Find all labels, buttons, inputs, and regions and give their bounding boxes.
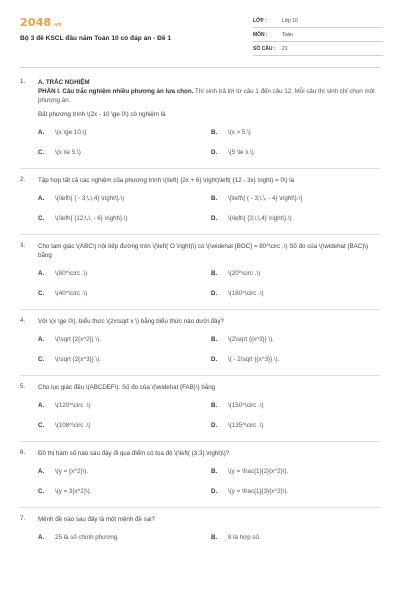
meta-row-class bbox=[253, 14, 383, 28]
question-3 bbox=[20, 242, 380, 304]
option-b[interactable] bbox=[211, 396, 381, 416]
option-text: \(y = {x^2}\). bbox=[55, 468, 88, 475]
option-key: C. bbox=[38, 422, 45, 429]
page-header bbox=[0, 0, 400, 66]
question-divider bbox=[20, 234, 380, 235]
meta-value: Toán bbox=[282, 31, 293, 38]
option-key: A. bbox=[38, 129, 45, 136]
question-divider bbox=[20, 309, 380, 310]
option-key: C. bbox=[38, 290, 45, 297]
meta-row-subject bbox=[253, 28, 383, 42]
option-key: B. bbox=[211, 195, 218, 202]
question-divider bbox=[20, 168, 380, 169]
site-logo[interactable] bbox=[20, 16, 62, 29]
meta-value: Lớp 10 bbox=[282, 17, 298, 24]
answer-options bbox=[38, 330, 380, 370]
question-text: Với \(x \ge 0\), biểu thức \(2x\sqrt x \) bằng biểu thức nào dưới đây? bbox=[38, 318, 224, 325]
option-text: \(40^\circ .\) bbox=[55, 290, 88, 297]
part-instructions bbox=[38, 87, 380, 105]
header-divider bbox=[20, 67, 380, 68]
option-b[interactable] bbox=[211, 330, 381, 350]
option-text: \(\left\{ {3;\,\,4} \right\}.\) bbox=[228, 215, 292, 222]
logo-suffix: .vn bbox=[52, 22, 62, 28]
question-text: Đồ thị hàm số nào sau đây đi qua điểm có tọa độ \(\left( {3;3} \right)\)? bbox=[38, 450, 230, 457]
question-text: Bất phương trình \(2x - 10 \ge 0\) có nghiệm là bbox=[38, 111, 166, 118]
question-text: Mệnh đề nào sau đây là một mệnh đề sai? bbox=[38, 516, 155, 523]
option-key: C. bbox=[38, 149, 45, 156]
question-number: 3. bbox=[20, 242, 26, 249]
option-text: \(\left\{ { - 3;\,\,4} \right\}.\) bbox=[55, 195, 125, 202]
option-key: B. bbox=[211, 402, 218, 409]
option-c[interactable] bbox=[38, 416, 211, 436]
option-text: 25 là số chính phương. bbox=[55, 534, 119, 541]
question-5 bbox=[20, 383, 380, 436]
option-a[interactable] bbox=[38, 123, 211, 143]
option-d[interactable] bbox=[211, 416, 381, 436]
question-number: 6. bbox=[20, 449, 26, 456]
option-text: \(\sqrt {2{x^2}} \). bbox=[55, 336, 101, 343]
option-key: B. bbox=[211, 468, 218, 475]
question-text: Cho lục giác đều \(ABCDEF\). Số đo của \(\widehat {FAB}\) bằng bbox=[38, 384, 216, 391]
option-d[interactable] bbox=[211, 209, 381, 229]
option-a[interactable] bbox=[38, 528, 211, 548]
option-text: 8 là hợp số. bbox=[228, 534, 261, 541]
section-title: A. TRẮC NGHIỆM bbox=[38, 79, 90, 86]
option-b[interactable] bbox=[211, 462, 381, 482]
option-key: C. bbox=[38, 215, 45, 222]
question-divider bbox=[20, 507, 380, 508]
option-key: A. bbox=[38, 534, 45, 541]
option-c[interactable] bbox=[38, 482, 211, 502]
option-text: \(108^\circ .\) bbox=[55, 422, 91, 429]
option-c[interactable] bbox=[38, 209, 211, 229]
option-text: \(120^\circ .\) bbox=[55, 402, 91, 409]
logo-text: 2048 bbox=[20, 16, 52, 29]
question-number: 2. bbox=[20, 176, 26, 183]
option-key: B. bbox=[211, 129, 218, 136]
meta-label: LỚP : bbox=[253, 17, 267, 24]
option-d[interactable] bbox=[211, 482, 381, 502]
option-a[interactable] bbox=[38, 189, 211, 209]
question-6 bbox=[20, 449, 380, 502]
option-key: B. bbox=[211, 270, 218, 277]
meta-value: 21 bbox=[282, 45, 288, 52]
answer-options bbox=[38, 462, 380, 502]
question-7 bbox=[20, 515, 380, 548]
option-key: D. bbox=[211, 422, 218, 429]
question-divider bbox=[20, 441, 380, 442]
question-2 bbox=[20, 176, 380, 229]
option-text: \(x \le 5.\) bbox=[55, 149, 81, 156]
option-key: A. bbox=[38, 402, 45, 409]
option-c[interactable] bbox=[38, 143, 211, 163]
meta-label: MÔN : bbox=[253, 31, 268, 38]
option-b[interactable] bbox=[211, 189, 381, 209]
question-number: 5. bbox=[20, 383, 26, 390]
option-text: \(80^\circ .\) bbox=[55, 270, 88, 277]
option-text: \(2\sqrt {{x^3}} \). bbox=[228, 336, 274, 343]
option-key: C. bbox=[38, 356, 45, 363]
option-d[interactable] bbox=[211, 143, 381, 163]
option-text: \(y = \frac{1}{2}{x^2}\). bbox=[228, 468, 289, 475]
answer-options bbox=[38, 528, 380, 548]
option-d[interactable] bbox=[211, 284, 381, 304]
option-d[interactable] bbox=[211, 350, 381, 370]
question-number: 1. bbox=[20, 78, 26, 85]
option-key: B. bbox=[211, 534, 218, 541]
option-text: \(5 \le x.\) bbox=[228, 149, 254, 156]
option-key: A. bbox=[38, 468, 45, 475]
option-key: A. bbox=[38, 270, 45, 277]
option-key: D. bbox=[211, 356, 218, 363]
option-a[interactable] bbox=[38, 462, 211, 482]
option-text: \(x > 5.\) bbox=[228, 129, 251, 136]
option-key: D. bbox=[211, 290, 218, 297]
option-b[interactable] bbox=[211, 264, 381, 284]
question-4 bbox=[20, 317, 380, 370]
part-text: Thí sinh trả lời từ câu 1 đến câu 12. Mỗi câu thí sinh chỉ chọn một phương án. bbox=[38, 88, 375, 104]
option-text: \(\sqrt {2{x^3}} \). bbox=[55, 356, 101, 363]
page-title: Bộ 3 đề KSCL đầu năm Toán 10 có đáp án - Đề 1 bbox=[20, 35, 172, 42]
answer-options bbox=[38, 189, 380, 229]
option-key: B. bbox=[211, 336, 218, 343]
option-b[interactable] bbox=[211, 528, 381, 548]
option-text: \(x \ge 10.\) bbox=[55, 129, 87, 136]
option-c[interactable] bbox=[38, 350, 211, 370]
question-text: Cho tam giác \(ABC\) nội tiếp đường tròn \(\left( O \right)\) có \(\widehat {BOC} = 80^\circ .\) Số đo của \(\widehat {BAC}\) bằng bbox=[38, 243, 369, 259]
exam-meta-table bbox=[253, 14, 383, 56]
part-label: PHẦN I. Câu trắc nghiệm nhiều phương án lựa chọn. bbox=[38, 88, 194, 95]
option-b[interactable] bbox=[211, 123, 381, 143]
option-key: A. bbox=[38, 195, 45, 202]
option-key: D. bbox=[211, 149, 218, 156]
option-text: \(135^\circ .\) bbox=[228, 422, 264, 429]
option-text: \[\left\{ { - 3;\,\, - 4} \right\}.\] bbox=[228, 195, 302, 202]
option-text: \(150^\circ .\) bbox=[228, 402, 264, 409]
option-text: \(20^\circ .\) bbox=[228, 270, 261, 277]
question-list bbox=[20, 78, 380, 548]
answer-options bbox=[38, 396, 380, 436]
option-key: C. bbox=[38, 488, 45, 495]
question-number: 4. bbox=[20, 317, 26, 324]
answer-options bbox=[38, 123, 380, 163]
option-key: D. bbox=[211, 488, 218, 495]
option-a[interactable] bbox=[38, 264, 211, 284]
option-c[interactable] bbox=[38, 284, 211, 304]
option-text: \(y = \frac{1}{3}{x^2}\). bbox=[228, 488, 289, 495]
option-text: \( - 2\sqrt {{x^3}} \). bbox=[228, 356, 280, 363]
option-text: \(160^\circ .\) bbox=[228, 290, 264, 297]
question-divider bbox=[20, 375, 380, 376]
answer-options bbox=[38, 264, 380, 304]
question-number: 7. bbox=[20, 515, 26, 522]
option-key: A. bbox=[38, 336, 45, 343]
question-text: Tập hợp tất cả các nghiệm của phương trình \(\left( {2x + 6} \right)\left( {12 - 3x} \right) = 0\) là bbox=[38, 177, 295, 184]
option-a[interactable] bbox=[38, 330, 211, 350]
meta-row-count bbox=[253, 42, 383, 56]
option-a[interactable] bbox=[38, 396, 211, 416]
question-1 bbox=[20, 78, 380, 163]
option-text: \(y = 3{x^2}\). bbox=[55, 488, 92, 495]
option-text: \(\left\{ {12;\,\, - 6} \right\}.\) bbox=[55, 215, 128, 222]
option-key: D. bbox=[211, 215, 218, 222]
meta-label: SỐ CÂU : bbox=[253, 45, 276, 52]
